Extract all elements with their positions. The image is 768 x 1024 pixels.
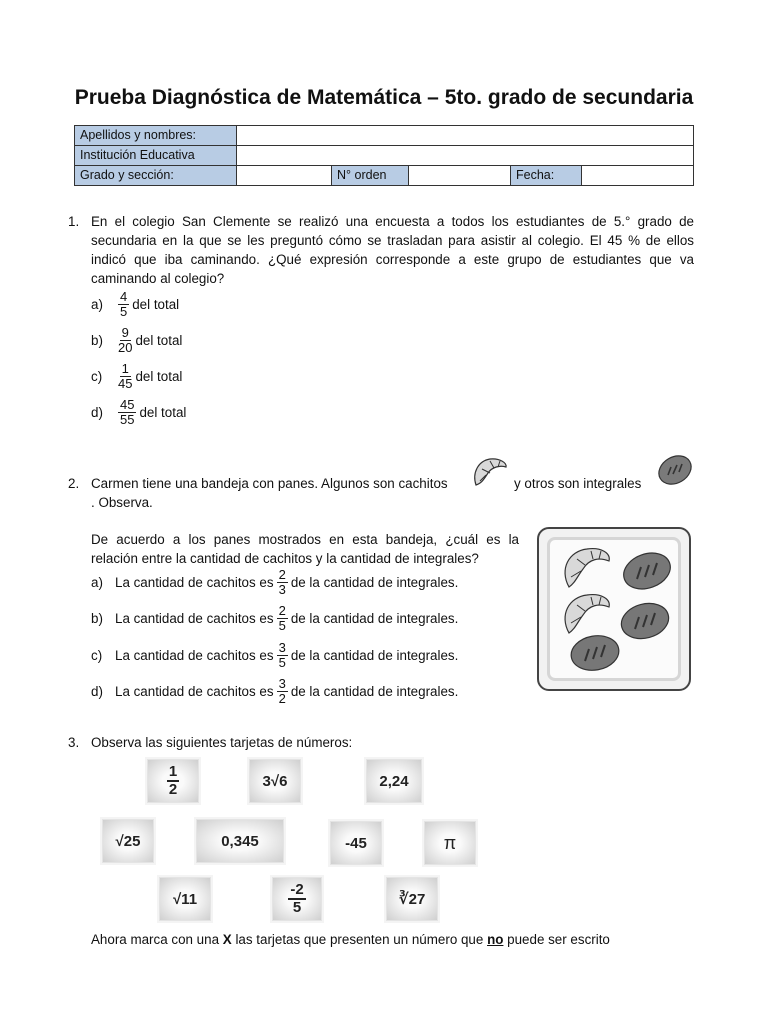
q2-number: 2. <box>68 476 80 491</box>
number-card-minus-45[interactable]: -45 <box>330 821 382 865</box>
institution-label: Institución Educativa <box>75 146 237 166</box>
q1-option-c[interactable]: c) $\frac{1}{45}$ del total <box>91 361 183 391</box>
date-label: Fecha: <box>511 166 582 186</box>
q2-question: De acuerdo a los panes mostrados en esta bandeja, ¿cuál es la relación entre la cantidad de cachitos y la cantidad de integrales? <box>91 532 519 566</box>
name-field[interactable] <box>237 126 694 146</box>
number-card-half[interactable]: 1 2 <box>147 759 199 803</box>
grade-label: Grado y sección: <box>75 166 237 186</box>
fraction: $\frac{3}{5}$ <box>278 640 286 670</box>
q1-option-a[interactable]: a) $\frac{4}{5}$ del total <box>91 289 180 319</box>
fraction: $\frac{9}{20}$ <box>118 325 133 355</box>
number-card-three-root-six[interactable]: 3√6 <box>249 759 301 803</box>
whole-wheat-bread-icon <box>656 453 694 487</box>
number-card-root-11[interactable]: √11 <box>159 877 211 921</box>
page-title: Prueba Diagnóstica de Matemática – 5to. grado de secundaria <box>74 86 694 109</box>
q1-option-b[interactable]: b) $\frac{9}{20}$ del total <box>91 325 183 355</box>
number-card-two-24[interactable]: 2,24 <box>366 759 422 803</box>
q1-number: 1. <box>68 214 80 229</box>
number-card-cube-root-27[interactable]: ∛27 <box>386 877 438 921</box>
q2-intro-c: . Observa. <box>91 495 153 510</box>
grade-field[interactable] <box>237 166 332 186</box>
name-label: Apellidos y nombres: <box>75 126 237 146</box>
q2-option-b[interactable]: b) La cantidad de cachitos es $\frac{2}{5}$ de la cantidad de integrales. <box>91 603 459 633</box>
q1-option-d[interactable]: d) $\frac{45}{55}$ del total <box>91 397 187 427</box>
croissant-icon <box>470 455 510 489</box>
order-label: N° orden <box>332 166 409 186</box>
student-info-table <box>74 125 694 186</box>
croissant-icon <box>565 595 609 633</box>
bread-tray-image <box>537 527 691 691</box>
fraction: $\frac{2}{3}$ <box>278 567 286 597</box>
number-card-pi[interactable]: π <box>424 821 476 865</box>
date-field[interactable] <box>582 166 694 186</box>
number-card-root-25[interactable]: √25 <box>102 819 154 863</box>
number-card-minus-two-fifths[interactable]: -2 5 <box>272 877 322 921</box>
order-field[interactable] <box>409 166 511 186</box>
croissant-icon <box>565 549 609 587</box>
q1-text: En el colegio San Clemente se realizó una encuesta a todos los estudiantes de 5.° grado de secundaria en la que se les preguntó cómo se trasladan para asistir al colegio. El 45 % de ellos indicó que iba caminando. ¿Qué expresión corresponde a este grupo de estudiantes que va caminando al colegio? <box>91 214 694 286</box>
whole-wheat-bread-icon <box>617 598 672 643</box>
institution-field[interactable] <box>237 146 694 166</box>
fraction: $\frac{1}{45}$ <box>118 361 133 391</box>
fraction: $\frac{2}{5}$ <box>278 603 286 633</box>
q3-instruction: Ahora marca con una X las tarjetas que presenten un número que no puede ser escrito <box>91 932 610 947</box>
q2-intro-b: y otros son integrales <box>514 476 642 491</box>
fraction: $\frac{45}{55}$ <box>120 397 135 427</box>
q2-option-a[interactable]: a) La cantidad de cachitos es $\frac{2}{3}$ de la cantidad de integrales. <box>91 567 459 597</box>
q2-option-d[interactable]: d) La cantidad de cachitos es $\frac{3}{2}$ de la cantidad de integrales. <box>91 676 459 706</box>
q3-number: 3. <box>68 735 80 750</box>
q3-text: Observa las siguientes tarjetas de números: <box>91 735 353 750</box>
whole-wheat-bread-icon <box>568 632 621 674</box>
fraction: $\frac{3}{2}$ <box>278 676 286 706</box>
number-card-periodic[interactable]: 0,345 <box>196 819 284 863</box>
fraction: $\frac{4}{5}$ <box>120 289 128 319</box>
q2-option-c[interactable]: c) La cantidad de cachitos es $\frac{3}{5}$ de la cantidad de integrales. <box>91 640 459 670</box>
q2-intro-a: Carmen tiene una bandeja con panes. Algunos son cachitos <box>91 476 448 491</box>
whole-wheat-bread-icon <box>619 547 676 595</box>
